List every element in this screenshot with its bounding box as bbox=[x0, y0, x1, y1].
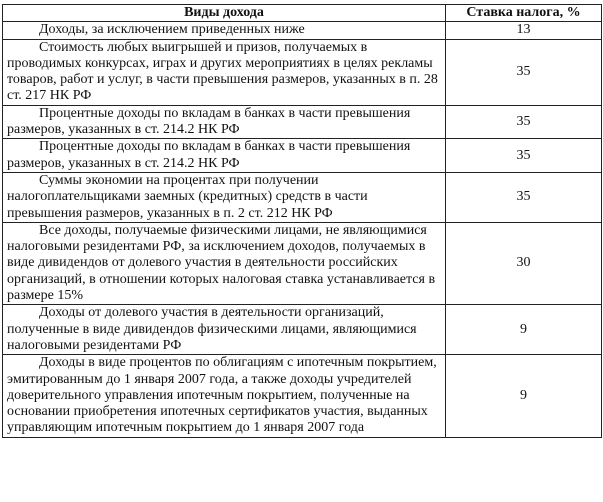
tax-rate-value: 30 bbox=[446, 222, 602, 304]
table-row bbox=[3, 139, 602, 173]
income-description: Процентные доходы по вкладам в банках в части превышения размеров, указанных в ст. 214.2 НК РФ bbox=[3, 139, 446, 173]
tax-rate-table bbox=[2, 4, 602, 438]
table-header-row bbox=[3, 5, 602, 22]
income-description: Доходы, за исключением приведенных ниже bbox=[3, 22, 446, 39]
tax-rate-value: 35 bbox=[446, 39, 602, 105]
tax-rate-value: 9 bbox=[446, 305, 602, 355]
income-description: Все доходы, получаемые физическими лицами, не являющимися налоговыми резидентами РФ, за исключением доходов, получаемых в виде дивидендов от долевого участия в деятельности российских организаций, в отношении которых налоговая ставка устанавливается в размере 15% bbox=[3, 222, 446, 304]
tax-rate-value: 35 bbox=[446, 172, 602, 222]
table-row bbox=[3, 355, 602, 437]
table-row bbox=[3, 172, 602, 222]
table-row bbox=[3, 222, 602, 304]
income-description: Процентные доходы по вкладам в банках в части превышения размеров, указанных в ст. 214.2 НК РФ bbox=[3, 105, 446, 139]
table-row bbox=[3, 305, 602, 355]
income-description: Доходы в виде процентов по облигациям с ипотечным покрытием, эмитированным до 1 января 2007 года, а также доходы учредителей доверительного управления ипотечным покрытием, полученные на основании приобретения ипотечных сертификатов участия, выданных управляющим ипотечным покрытием до 1 января 2007 года bbox=[3, 355, 446, 437]
header-tax-rate: Ставка налога, % bbox=[446, 5, 602, 22]
header-income-type: Виды дохода bbox=[3, 5, 446, 22]
table-row bbox=[3, 22, 602, 39]
tax-rate-value: 9 bbox=[446, 355, 602, 437]
table-row bbox=[3, 105, 602, 139]
income-description: Стоимость любых выигрышей и призов, получаемых в проводимых конкурсах, играх и других мероприятиях в целях рекламы товаров, работ и услуг, в части превышения размеров, указанных в п. 28 ст. 217 НК РФ bbox=[3, 39, 446, 105]
table-row bbox=[3, 39, 602, 105]
tax-rate-value: 13 bbox=[446, 22, 602, 39]
tax-rate-value: 35 bbox=[446, 139, 602, 173]
income-description: Доходы от долевого участия в деятельности организаций, полученные в виде дивидендов физическими лицами, являющимися налоговыми резидентами РФ bbox=[3, 305, 446, 355]
tax-rate-value: 35 bbox=[446, 105, 602, 139]
income-description: Суммы экономии на процентах при получении налогоплательщиками заемных (кредитных) средств в части превышения размеров, указанных в п. 2 ст. 212 НК РФ bbox=[3, 172, 446, 222]
